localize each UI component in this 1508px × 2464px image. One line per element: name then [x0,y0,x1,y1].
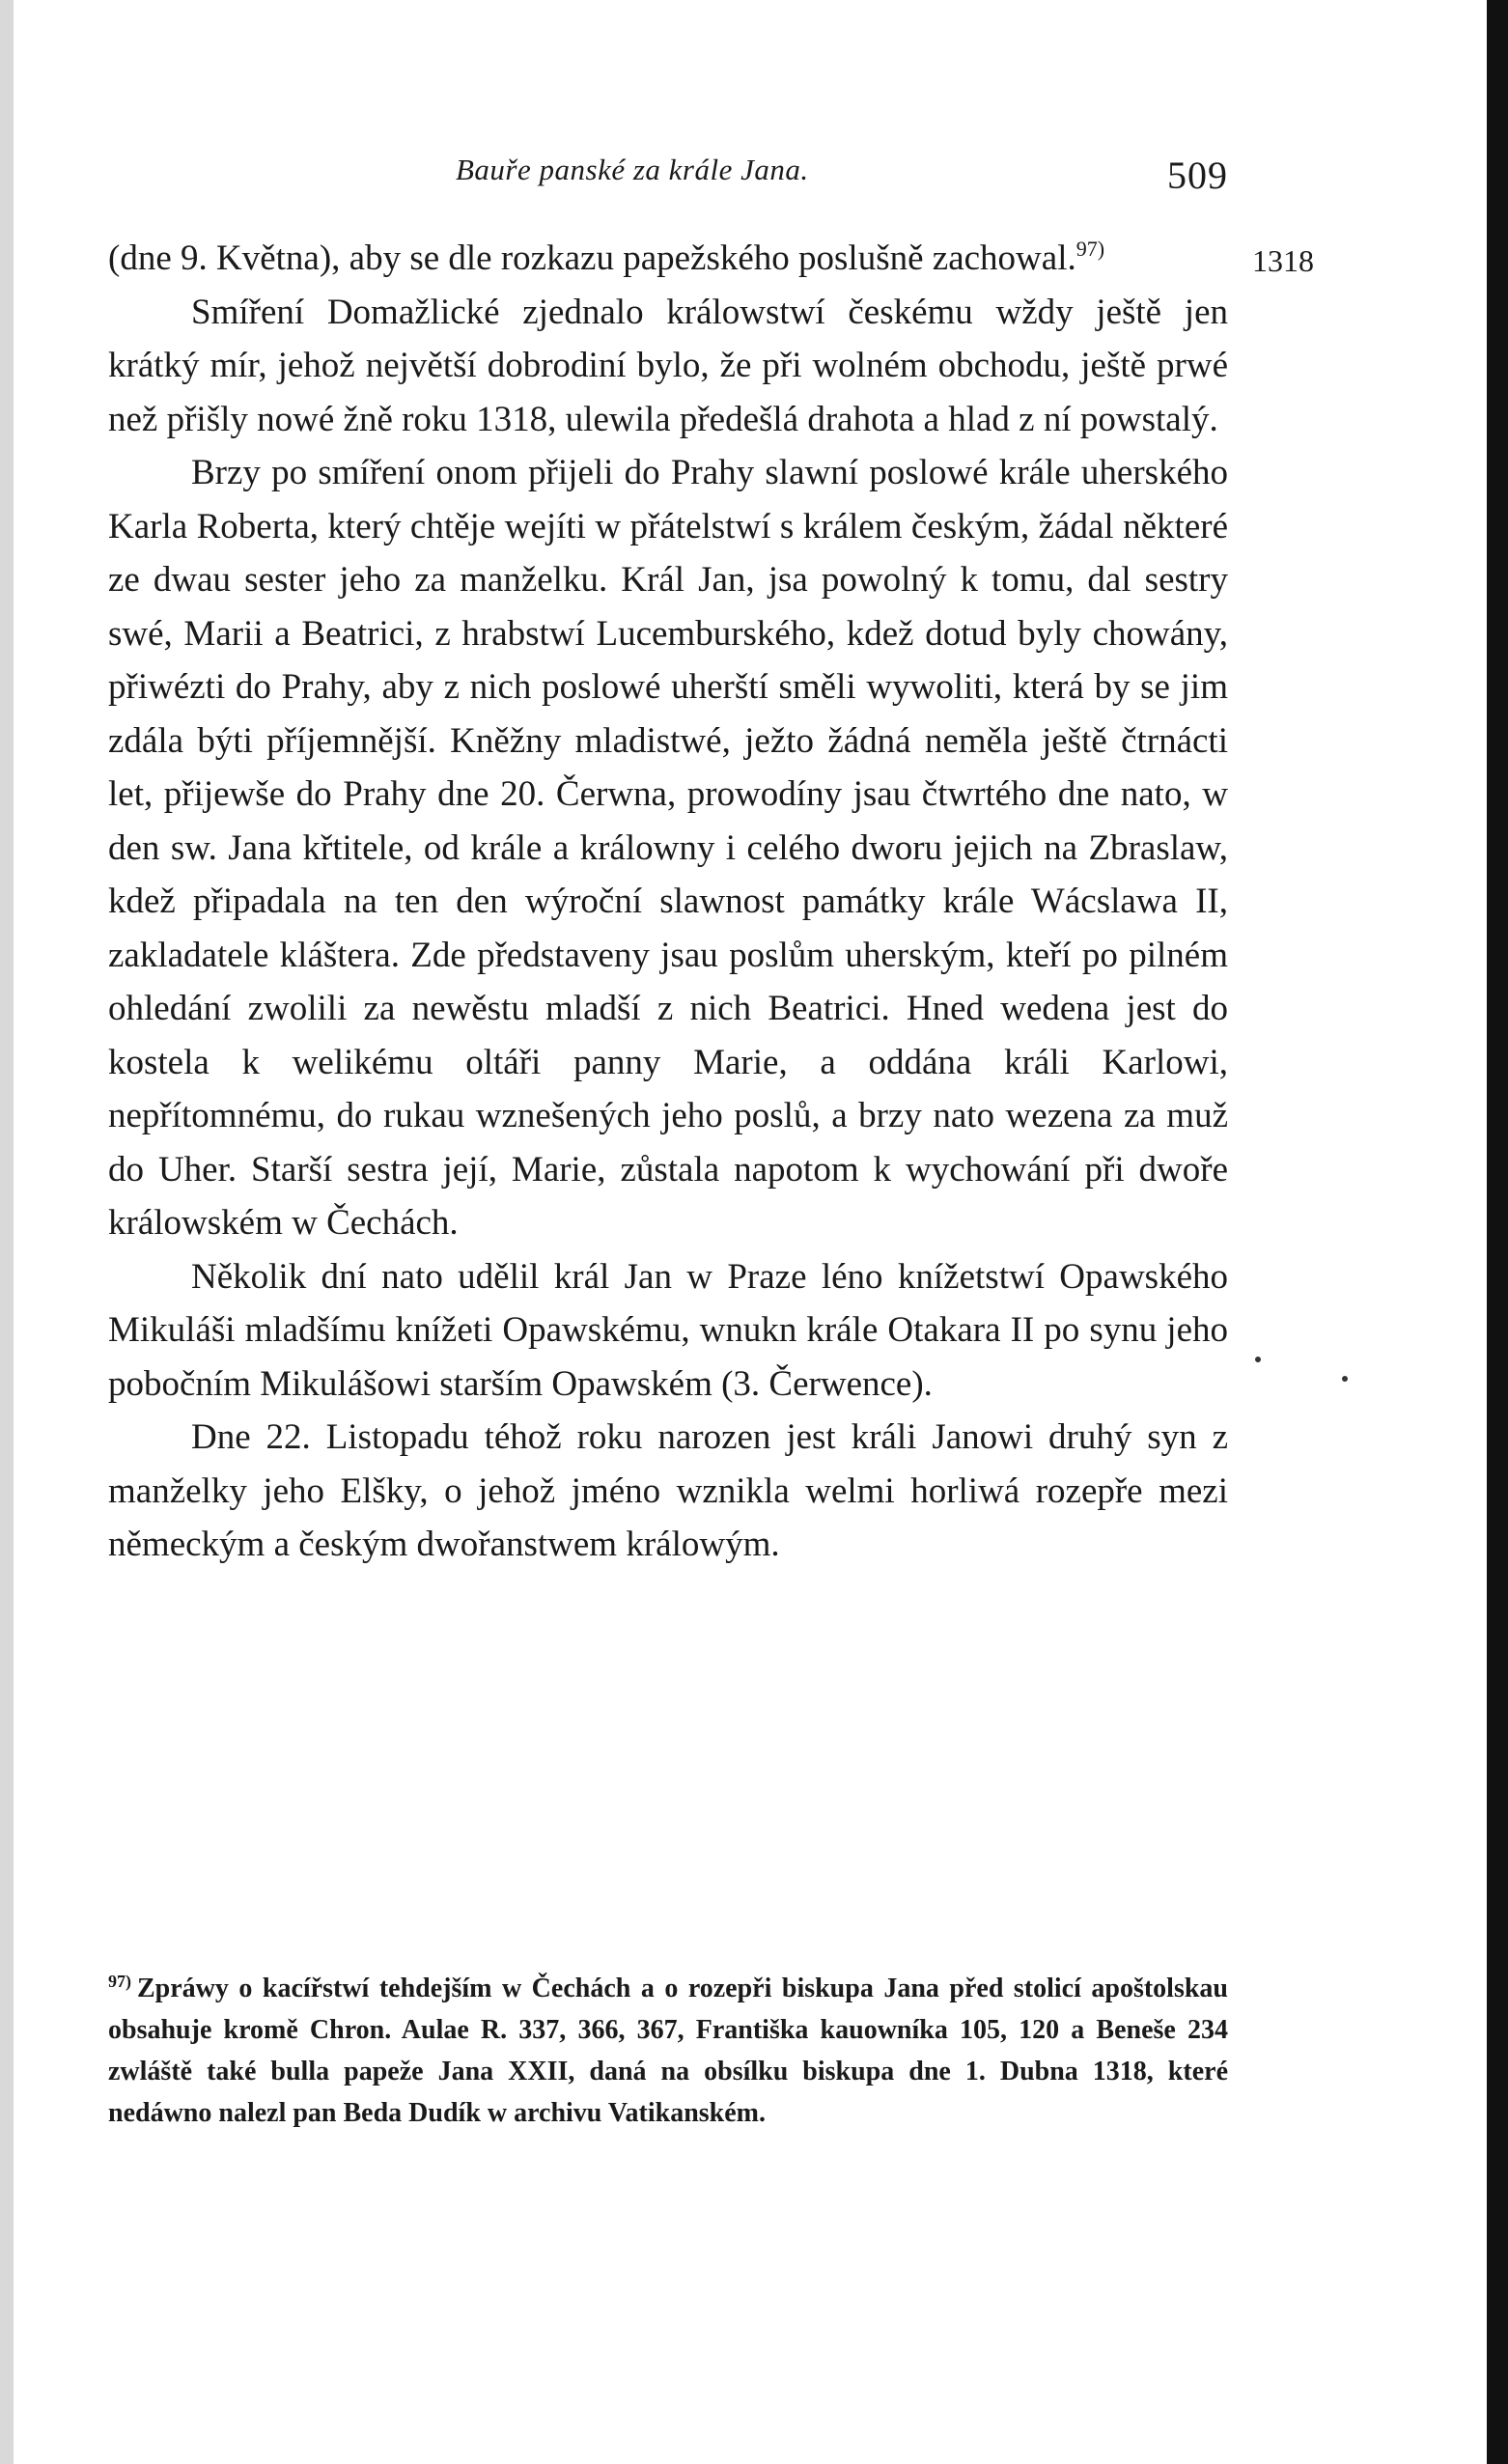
page-number: 509 [1167,154,1228,197]
margin-year: 1318 [1252,243,1314,278]
footnote-97 [108,1968,1228,2134]
running-title: Bauře panské za krále Jana. [456,153,809,186]
running-head [108,153,1228,210]
paragraph-4: Několik dní nato udělil král Jan w Praze léno knížetstwí Opawského Mikuláši mladšímu knížeti Opawskému, wnukn krále Otakara II po synu jeho pobočním Mikulášowi starším Opawském (3. Čerwence). [108,1256,1228,1404]
book-page [108,135,1314,2356]
scan-speck [1342,1376,1348,1382]
scan-border-left [0,0,14,2464]
scan-border-right [1487,0,1508,2464]
footnote-block [108,1968,1228,2134]
body-text [108,232,1228,1572]
footnote-mark: 97) [108,1972,131,1991]
paragraph-1-text: (dne 9. Května), aby se dle rozkazu papežského poslušně zachowal. [108,238,1076,278]
footnote-text: Zpráwy o kacířstwí tehdejším w Čechách a o rozepři biskupa Jana před stolicí apoštolskau obsahuje kromě Chron. Aulae R. 337, 366, 367, Františka kauowníka 105, 120 a Beneše 234 zwláště také bulla papeže Jana XXII, daná na obsílku biskupa dne 1. Dubna 1318, které nedáwno nalezl pan Beda Dudík w archivu Vatikanském. [108,1974,1228,2128]
paragraph-1 [108,232,1228,286]
scan-speck [1255,1357,1261,1362]
footnote-reference: 97) [1075,237,1105,261]
paragraph-5: Dne 22. Listopadu téhož roku narozen jest králi Janowi druhý syn z manželky jeho Elšky, o jehož jméno wznikla welmi horliwá rozepře mezi německým a českým dwořanstwem králowým. [108,1417,1228,1564]
paragraph-3: Brzy po smíření onom přijeli do Prahy slawní poslowé krále uherského Karla Roberta, který chtěje wejíti w přátelstwí s králem českým, žádal některé ze dwau sester jeho za manželku. Král Jan, jsa powolný k tomu, dal sestry swé, Marii a Beatrici, z hrabstwí Lucemburského, kdež dotud byly chowány, přiwézti do Prahy, aby z nich poslowé uherští směli wywoliti, která by se jim zdála býti příjemnější. Kněžny mladistwé, ježto žádná neměla ještě čtrnácti let, přijewše do Prahy dne 20. Čerwna, prowodíny jsau čtwrtého dne nato, w den sw. Jana křtitele, od krále a králowny i celého dworu jejich na Zbraslaw, kdež připadala na ten den wýroční slawnost památky krále Wácslawa II, zakladatele kláštera. Zde představeny jsau poslům uherským, kteří po pilném ohledání zwolili za newěstu mladší z nich Beatrici. Hned wedena jest do kostela k welikému oltáři panny Marie, a oddána králi Karlowi, nepřítomnému, do rukau wznešených jeho poslů, a brzy nato wezena za muž do Uher. Starší sestra její, Marie, zůstala napotom k wychowání při dwoře králowském w Čechách. [108,453,1228,1243]
paragraph-2: Smíření Domažlické zjednalo králowstwí českému wždy ještě jen krátký mír, jehož největší dobrodiní bylo, že při wolném obchodu, ještě prwé než přišly nowé žně roku 1318, ulewila předešlá drahota a hlad z ní powstalý. [108,292,1228,439]
